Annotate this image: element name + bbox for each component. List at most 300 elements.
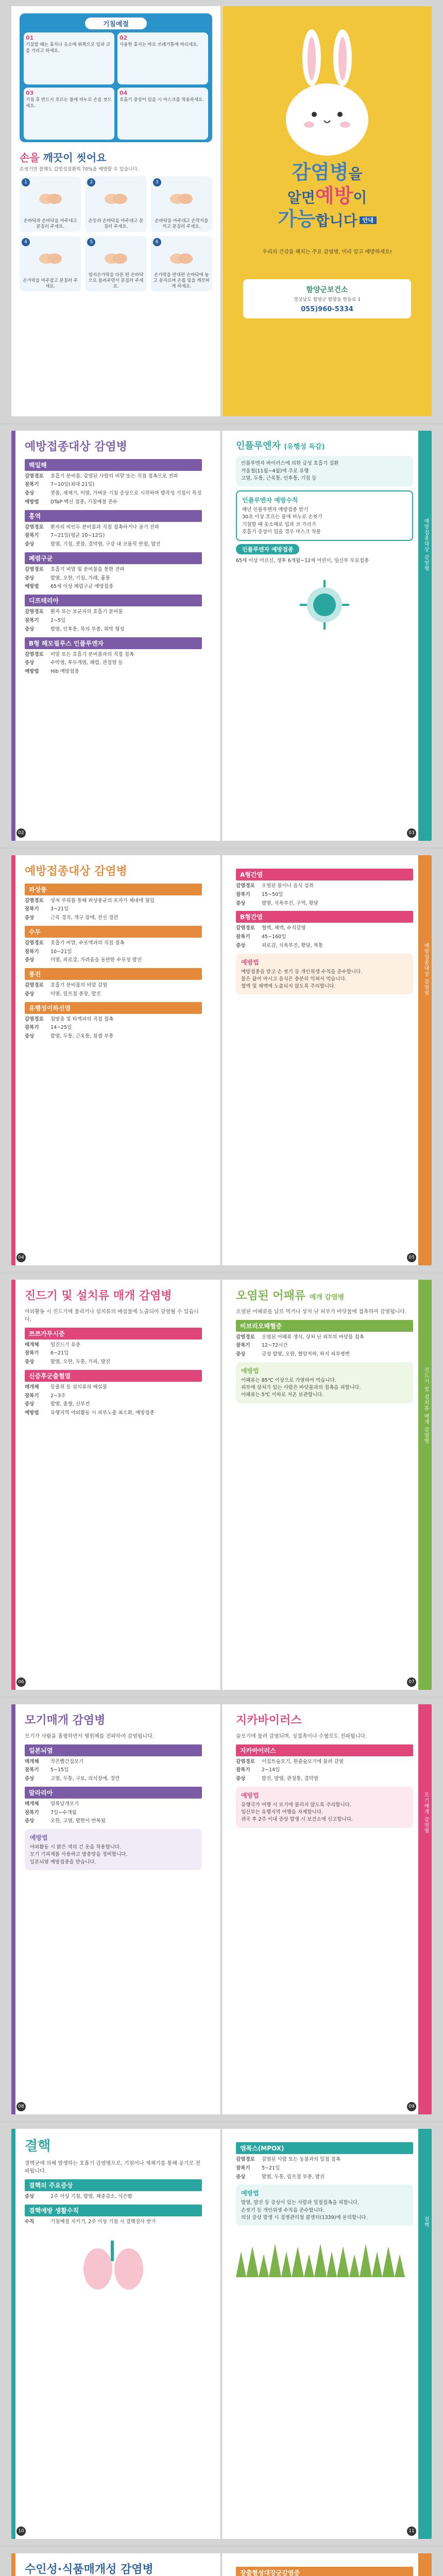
info-row-label: 감염경로 — [25, 524, 44, 530]
info-row-value: 15~50일 — [262, 891, 283, 897]
handwash-caption: 손씻기만 잘해도 감염성질환의 70%를 예방할 수 있습니다. — [20, 167, 139, 172]
info-row — [25, 1342, 202, 1349]
section-heading: 풍진 — [25, 968, 202, 980]
page-title: 지카바이러스 — [236, 1714, 302, 1727]
prevention-line: 어패류는 5℃ 이하로 저온 보관합니다. — [241, 1392, 324, 1398]
cover-title-word: 가능 — [278, 208, 316, 231]
page-number: 10 — [16, 2527, 26, 2536]
step-number: 1 — [22, 178, 30, 187]
info-row-value: 급성 발열, 오한, 혈압저하, 하지 피부병변 — [262, 1351, 350, 1358]
info-row-value: 이집트숲모기, 흰줄숲모기에 물려 감염 — [262, 1758, 344, 1765]
side-label: 예방접종대상 감염병 — [423, 518, 429, 572]
info-row-label: 증상 — [236, 2174, 246, 2180]
info-row-label: 감염경로 — [25, 1016, 44, 1022]
handwash-title-clean: 깨끗이 — [43, 151, 73, 164]
info-row — [25, 583, 202, 590]
vaccine-note: 65세 이상 어르신, 생후 6개월~12세 어린이, 임신부 무료접종 — [236, 558, 369, 564]
page-right — [223, 1704, 432, 2114]
page-number: 02 — [16, 828, 26, 838]
info-row — [25, 608, 202, 616]
prevention-title: 예방법 — [241, 1367, 259, 1375]
handwash-steps — [20, 176, 212, 292]
intro-text: 결핵균에 의해 발생하는 호흡기 감염병으로, 기침이나 재채기를 통해 공기로 전파됩니다. — [25, 2160, 200, 2174]
prevention-line: 피부에 상처가 있는 사람은 바닷물과의 접촉을 피합니다. — [241, 1385, 361, 1391]
spread-3 — [0, 849, 443, 1272]
publisher-address: 경상남도 함양군 함양읍 한들로 1 — [293, 297, 361, 302]
info-row-label: 잠복기 — [25, 482, 39, 488]
page-right — [223, 1280, 432, 1690]
info-row-value: 6~21일 — [50, 1350, 69, 1357]
cough-etiquette-title: 기침예절 — [85, 18, 147, 29]
info-row-label: 증상 — [25, 957, 35, 963]
page-title — [236, 440, 413, 452]
page-right — [223, 855, 432, 1265]
publisher-name: 함양군보건소 — [306, 286, 348, 294]
spread-5 — [0, 1698, 443, 2121]
hands-icon — [35, 189, 66, 209]
step-text: 손가락을 반대편 손바닥에 놓고 문지르며 손톱 밑을 깨끗하게 하세요. — [153, 272, 210, 289]
info-line: 인플루엔자 바이러스에 의한 급성 호흡기 질환 — [241, 461, 339, 467]
section-heading: 홍역 — [25, 510, 202, 522]
info-row-label: 증상 — [236, 1351, 246, 1358]
info-row-label: 잠복기 — [25, 618, 39, 624]
info-row-value: 발열, 기침, 콧물, 결막염, 구강 내 코플릭 반점, 발진 — [50, 541, 161, 548]
prevention-line: 의심 증상 발생 시 질병관리청 콜센터(1339)에 문의합니다. — [241, 2214, 368, 2221]
cough-item-number: 01 — [26, 35, 34, 41]
page-tab — [11, 855, 15, 1265]
info-row — [25, 1384, 202, 1391]
spread-7 — [0, 2547, 443, 2576]
section-heading: 일본뇌염 — [25, 1744, 202, 1756]
info-row-label: 잠복기 — [236, 2165, 250, 2171]
page-title: 결핵 — [25, 2139, 51, 2154]
info-row-label: 증상 — [25, 541, 35, 548]
prevention-title: 예방법 — [241, 1791, 259, 1799]
info-row-value: 호흡기 비말 및 분비물을 통한 전파 — [50, 566, 125, 572]
info-row-value: 발열, 오한, 기침, 가래, 흉통 — [50, 575, 110, 581]
page-number: 04 — [16, 1253, 26, 1262]
page-title: 수인성·식품매개성 감염병 — [25, 2563, 154, 2576]
intro-text: 오염된 어패류를 날로 먹거나 상처 난 피부가 바닷물에 접촉하여 감염됩니다. — [236, 1309, 407, 1315]
info-row-label: 잠복기 — [236, 891, 250, 897]
page-number: 05 — [407, 1253, 416, 1262]
info-row-value: 2~5일 — [50, 618, 66, 624]
prevention-line: 손씻기 등 개인위생 수칙을 준수합니다. — [241, 2207, 325, 2213]
page-title: 진드기 및 설치류 매개 감염병 — [25, 1290, 172, 1302]
title-sub: 매개 감염병 — [309, 1294, 345, 1301]
side-label: 진드기 및 설치류 매개 감염병 — [423, 1367, 429, 1444]
publisher-phone: 055)960-5334 — [301, 305, 353, 313]
page-tab — [11, 431, 15, 841]
page-tab — [418, 855, 432, 1265]
info-row-value: 발열, 두통, 림프절 부종, 발진 — [262, 2174, 325, 2180]
prevention-line: 일본뇌염 예방접종을 받습니다. — [30, 1859, 96, 1865]
page-right — [223, 2553, 432, 2576]
title-sub: (유행성 독감) — [284, 443, 325, 451]
info-row — [25, 1359, 202, 1366]
info-row-label: 감염경로 — [236, 2157, 255, 2162]
prevention-box — [236, 2184, 413, 2226]
prevention-line: 유행국가 여행 시 모기에 물리지 않도록 주의합니다. — [241, 1802, 351, 1808]
section-heading: 파상풍 — [25, 884, 202, 895]
section-list — [236, 1320, 413, 1358]
prevention-box — [236, 1787, 413, 1828]
info-row — [236, 925, 413, 932]
hands-icon — [100, 248, 131, 269]
page-tab — [418, 1704, 432, 2114]
info-row-value: 호흡기 분비물의 비말 감염 — [50, 982, 108, 989]
step-number: 5 — [87, 238, 95, 246]
info-row-label: 예방법 — [25, 584, 39, 590]
info-row-value: 오염된 어패류 생식, 상처 난 피부의 바닷물 접촉 — [262, 1334, 364, 1340]
info-row-value: 근육 경직, 개구 장애, 전신 경련 — [50, 915, 118, 921]
step-number: 4 — [22, 238, 30, 246]
step-text: 엄지손가락을 다른 편 손바닥으로 돌려주면서 문질러 주세요. — [88, 272, 144, 289]
page-tab — [418, 2553, 432, 2576]
prevention-line: 30초 이상 흐르는 물에 비누로 손씻기 — [242, 514, 322, 520]
info-row — [25, 490, 202, 497]
cough-item-text: 호흡기 증상이 있을 시 마스크를 착용하세요. — [120, 97, 205, 103]
side-label: 예방접종대상 감염병 — [423, 943, 429, 996]
info-row-value: 7~21일(평균 10~12일) — [50, 533, 105, 539]
info-row — [25, 659, 202, 667]
info-row — [25, 566, 202, 573]
section-heading: 장출혈성대장균감염증 — [236, 2567, 413, 2576]
info-row-value: DTaP 백신 접종, 기침예절 준수 — [50, 499, 117, 505]
prevention-box — [236, 490, 413, 541]
info-row — [25, 1401, 202, 1408]
intro-text: 모기가 사람을 흡혈하면서 병원체를 전파하여 감염됩니다. — [25, 1733, 154, 1739]
prevention-title: 예방법 — [241, 2190, 259, 2197]
info-row-label: 잠복기 — [25, 1809, 39, 1816]
info-row-value: 2~14일 — [262, 1767, 280, 1773]
info-row-label: 감염경로 — [25, 651, 44, 657]
cough-item — [24, 88, 114, 140]
handwash-header — [20, 149, 212, 172]
virus-icon — [294, 574, 355, 636]
info-row-label: 잠복기 — [25, 1767, 39, 1773]
info-row — [25, 982, 202, 989]
cough-item-text: 기침할 때는 휴지나 옷소매 위쪽으로 입과 코를 가리고 하세요. — [26, 42, 111, 54]
page-tab — [418, 431, 432, 841]
info-row — [236, 934, 413, 941]
info-row — [236, 1758, 413, 1766]
info-row-label: 매개체 — [25, 1384, 39, 1390]
page-left — [11, 1280, 220, 1690]
page-tab — [11, 2553, 15, 2576]
page-title: 모기매개 감염병 — [25, 1714, 106, 1727]
page-tab — [11, 1280, 15, 1690]
section-heading: 유행성이하선염 — [25, 1002, 202, 1014]
handwash-title-wash: 씻어요 — [76, 151, 107, 164]
section-list — [25, 1744, 202, 1825]
step-text: 손바닥과 손바닥을 마주대고 문질러 주세요. — [23, 218, 77, 229]
page-left — [11, 431, 220, 841]
info-row-label: 증상 — [236, 900, 246, 906]
page-left — [11, 2129, 220, 2539]
intro-text: 야외활동 시 진드기에 물리거나 설치류의 배설물에 노출되어 감염될 수 있습니다. — [25, 1309, 199, 1323]
info-row-label: 잠복기 — [25, 948, 39, 955]
cough-item — [117, 32, 208, 84]
info-row-label: 감염경로 — [25, 897, 44, 904]
section-list — [25, 2179, 202, 2226]
info-row-value: 유행지역 야외활동 시 피부노출 최소화, 예방접종 — [50, 1410, 155, 1416]
spread-4 — [0, 1274, 443, 1696]
info-row — [25, 499, 202, 506]
info-row — [25, 473, 202, 480]
info-row-value: 2주 이상 기침, 발열, 체중감소, 식은땀 — [50, 2193, 132, 2199]
info-row-value: 기침예절 지키기, 2주 이상 기침 시 결핵검사 받기 — [50, 2218, 156, 2225]
info-row-label: 잠복기 — [25, 1350, 39, 1357]
info-row-value: 10~21일 — [50, 948, 72, 955]
cough-item-text: 기침 후 반드시 흐르는 물에 비누로 손을 씻으세요. — [26, 97, 112, 109]
info-row — [25, 897, 202, 905]
info-row-value: 5~21일 — [262, 2165, 280, 2171]
info-row-label: 증상 — [25, 626, 35, 632]
prevention-box — [25, 1829, 202, 1870]
section-list — [236, 2142, 413, 2180]
prevention-title: 인플루엔자 예방수칙 — [242, 497, 298, 504]
lungs-icon — [77, 2235, 149, 2292]
info-row-value: 발열, 오한, 두통, 가피, 발진 — [50, 1359, 110, 1365]
section-list — [236, 2567, 413, 2576]
section-heading: 말라리아 — [25, 1787, 202, 1799]
page-title — [236, 1289, 413, 1304]
prevention-line: 임신부는 유행지역 여행을 자제합니다. — [241, 1809, 323, 1816]
info-row — [25, 1016, 202, 1023]
info-row-value: 발열, 식욕부진, 구역, 황달 — [262, 900, 318, 906]
info-row — [25, 1350, 202, 1357]
hands-icon — [100, 189, 131, 209]
info-row-value: 12~72시간 — [262, 1343, 288, 1349]
info-row-label: 증상 — [25, 1776, 35, 1782]
step-text: 손바닥을 마주대고 손깍지를 끼고 문질러 주세요. — [155, 218, 209, 229]
cover-title-word: 감염병 — [292, 161, 349, 183]
section-heading: B형간염 — [236, 911, 413, 923]
info-row — [25, 1818, 202, 1825]
info-row — [236, 1767, 413, 1774]
info-row-value: 5~15일 — [50, 1767, 69, 1773]
cough-item-number: 03 — [26, 90, 34, 96]
hands-icon — [166, 189, 197, 209]
page-tab — [11, 2129, 15, 2539]
info-row — [25, 2218, 202, 2226]
title-main: 인플루엔자 — [236, 440, 281, 451]
info-row-value: 콧물, 재채기, 미열, 가벼운 기침 증상으로 시작하며 발작성 기침이 특징 — [50, 490, 202, 497]
page-right — [223, 431, 432, 841]
section-heading: A형간염 — [236, 869, 413, 880]
info-box — [236, 456, 413, 486]
page-number: 07 — [407, 1677, 416, 1687]
info-row-value: 고열, 두통, 구토, 의식장애, 경련 — [50, 1776, 120, 1782]
cover-title-word: 알면 — [287, 189, 315, 206]
info-row — [25, 1767, 202, 1774]
info-row-value: Hib 예방접종 — [50, 669, 79, 675]
step-text: 손등과 손바닥을 마주대고 문질러 주세요. — [88, 218, 144, 229]
prevention-line: 혈액 및 체액에 노출되지 않도록 주의합니다. — [241, 984, 336, 990]
info-row — [25, 541, 202, 548]
info-row-label: 잠복기 — [25, 533, 39, 539]
cough-item — [24, 32, 114, 84]
info-row — [25, 991, 202, 998]
info-row — [25, 1410, 202, 1417]
prevention-title: 예방법 — [30, 1834, 48, 1842]
info-row-label: 증상 — [25, 2193, 35, 2199]
info-row-label: 증상 — [25, 575, 35, 581]
info-row — [236, 900, 413, 907]
info-row — [236, 1334, 413, 1341]
info-row-label: 감염경로 — [25, 982, 44, 989]
info-row — [25, 940, 202, 947]
info-row-label: 증상 — [236, 1776, 246, 1782]
cover-title — [238, 161, 416, 231]
handwash-step — [151, 176, 212, 232]
info-row — [236, 942, 413, 950]
page-number: 03 — [407, 828, 416, 838]
info-row-label: 증상 — [25, 1359, 35, 1365]
hands-icon — [35, 248, 66, 269]
info-row-value: 얼룩날개모기 — [50, 1801, 79, 1807]
info-row — [25, 914, 202, 922]
info-row-label: 예방법 — [25, 669, 39, 675]
section-heading: 신증후군출혈열 — [25, 1370, 202, 1382]
info-row-label: 감염경로 — [25, 473, 44, 479]
info-row — [25, 668, 202, 675]
info-row-label: 증상 — [25, 1401, 35, 1408]
info-row — [236, 891, 413, 899]
side-label: 결핵 — [423, 2216, 429, 2228]
info-row-value: 미열, 림프절 종창, 발진 — [50, 991, 101, 997]
info-row-value: 발진, 발열, 관절통, 결막염 — [262, 1776, 318, 1782]
bunny-mascot-icon — [281, 27, 373, 156]
info-row — [236, 2174, 413, 2181]
info-row-value: 등줄쥐 등 설치류의 배설물 — [50, 1384, 108, 1390]
step-number: 6 — [153, 238, 161, 246]
info-row-label: 잠복기 — [236, 1767, 250, 1773]
cover-front-page — [223, 6, 432, 416]
section-heading: 지카바이러스 — [236, 1744, 413, 1756]
side-label: 모기매개 감염병 — [423, 1792, 429, 1834]
info-row — [236, 883, 413, 890]
info-line: 겨울철(11월~4월)에 주로 유행 — [241, 468, 309, 474]
prevention-line: 모기 기피제를 사용하고 방충망을 정비합니다. — [30, 1852, 128, 1858]
section-heading: 폐렴구균 — [25, 552, 202, 564]
info-row-value: 7~10일(최대 21일) — [50, 482, 95, 488]
info-row-value: 발열, 인후통, 목의 부종, 위막 형성 — [50, 626, 125, 632]
info-row-value: 오염된 물이나 음식 섭취 — [262, 883, 314, 889]
prevention-line: 어패류는 85℃ 이상으로 가열하여 먹습니다. — [241, 1377, 336, 1383]
page-title: 예방접종대상 감염병 — [25, 440, 127, 453]
section-heading: 엠폭스(MPOX) — [236, 2142, 413, 2154]
info-row-label: 예방법 — [25, 1410, 39, 1416]
handwash-step — [85, 236, 146, 292]
handwash-step — [151, 236, 212, 292]
info-row — [25, 1758, 202, 1766]
info-row-label: 잠복기 — [236, 934, 250, 940]
info-row-label: 감염경로 — [25, 609, 44, 615]
page-left — [11, 1704, 220, 2114]
page-right — [223, 2129, 432, 2539]
info-row-label: 증상 — [25, 991, 35, 997]
info-row-label: 감염경로 — [236, 883, 255, 889]
step-number: 2 — [87, 178, 95, 187]
info-row — [236, 1342, 413, 1349]
cough-etiquette-panel — [20, 13, 212, 142]
info-row-label: 수칙 — [25, 2218, 35, 2225]
info-row-value: 상처 부위를 통해 파상풍균의 포자가 체내에 침입 — [50, 897, 155, 904]
info-row-value: 발열, 두통, 근육통, 침샘 부종 — [50, 1033, 114, 1040]
handwash-title — [20, 151, 107, 164]
grass-icon — [236, 2236, 406, 2277]
info-row-label: 예방법 — [25, 499, 39, 505]
info-row — [25, 626, 202, 633]
section-list — [236, 1744, 413, 1783]
info-row-label: 잠복기 — [25, 906, 39, 912]
info-row-value: 65세 이상 폐렴구균 예방접종 — [50, 584, 114, 590]
section-heading: 수두 — [25, 926, 202, 938]
info-row-value: 7일~수개월 — [50, 1809, 77, 1816]
prevention-line: 매년 인플루엔자 예방접종 받기 — [242, 507, 309, 513]
handwash-step — [20, 236, 81, 292]
section-heading: 비브리오패혈증 — [236, 1320, 413, 1332]
page-number: 06 — [16, 1677, 26, 1687]
page-number: 11 — [407, 2527, 416, 2536]
info-row-label: 매개체 — [25, 1801, 39, 1807]
info-row — [25, 524, 202, 531]
prevention-box — [236, 954, 413, 995]
page-left — [11, 855, 220, 1265]
vaccine-pill: 인플루엔자 예방접종 — [236, 544, 299, 554]
info-row-value: 미열, 피로감, 가려움을 동반한 수포성 발진 — [50, 957, 142, 963]
handwash-step — [20, 176, 81, 232]
info-row — [25, 1809, 202, 1817]
info-row-label: 감염경로 — [25, 566, 44, 572]
page-left — [11, 2553, 220, 2576]
section-list — [236, 869, 413, 950]
prevention-line: 호흡기 증상이 있을 경우 마스크 착용 — [242, 529, 321, 535]
cover-title-word: 합니다 — [315, 212, 357, 230]
section-heading: 결핵의 주요증상 — [25, 2179, 202, 2191]
cough-item-number: 04 — [120, 90, 128, 96]
info-row — [25, 651, 202, 658]
section-heading: 디프테리아 — [25, 595, 202, 606]
prevention-line: 발열, 발진 등 증상이 있는 사람과 밀접접촉을 피합니다. — [241, 2200, 360, 2206]
section-list — [25, 884, 202, 1040]
info-row-value: 3~21일 — [50, 906, 69, 912]
cover-subtitle: 우리의 건강을 해치는 주요 감염병, 미리 알고 예방하세요! — [262, 249, 392, 255]
info-row-value: 털진드기 유충 — [50, 1342, 81, 1348]
info-row — [236, 1775, 413, 1783]
step-text: 손가락을 마주잡고 문질러 주세요. — [23, 278, 78, 289]
info-row-value: 비말 또는 호흡기 분비물과의 직접 접촉 — [50, 651, 134, 657]
info-row — [25, 957, 202, 964]
info-row — [25, 1801, 202, 1808]
info-row — [25, 617, 202, 624]
prevention-line: 야외활동 시 밝은 색의 긴 옷을 착용합니다. — [30, 1844, 122, 1851]
section-list — [25, 1328, 202, 1417]
handwash-step — [85, 176, 146, 232]
info-row-label: 매개체 — [25, 1342, 39, 1348]
info-row-label: 잠복기 — [236, 1343, 250, 1349]
info-row — [25, 1033, 202, 1040]
page-tab — [418, 1280, 432, 1690]
info-row — [25, 1024, 202, 1031]
info-row-value: 환자의 비인두 분비물과 직접 접촉하거나 공기 전파 — [50, 524, 159, 530]
info-row — [236, 1351, 413, 1358]
info-row-value: 수막염, 후두개염, 폐렴, 관절염 등 — [50, 660, 123, 666]
page-tab — [11, 1704, 15, 2114]
cover-back-page — [11, 6, 220, 416]
